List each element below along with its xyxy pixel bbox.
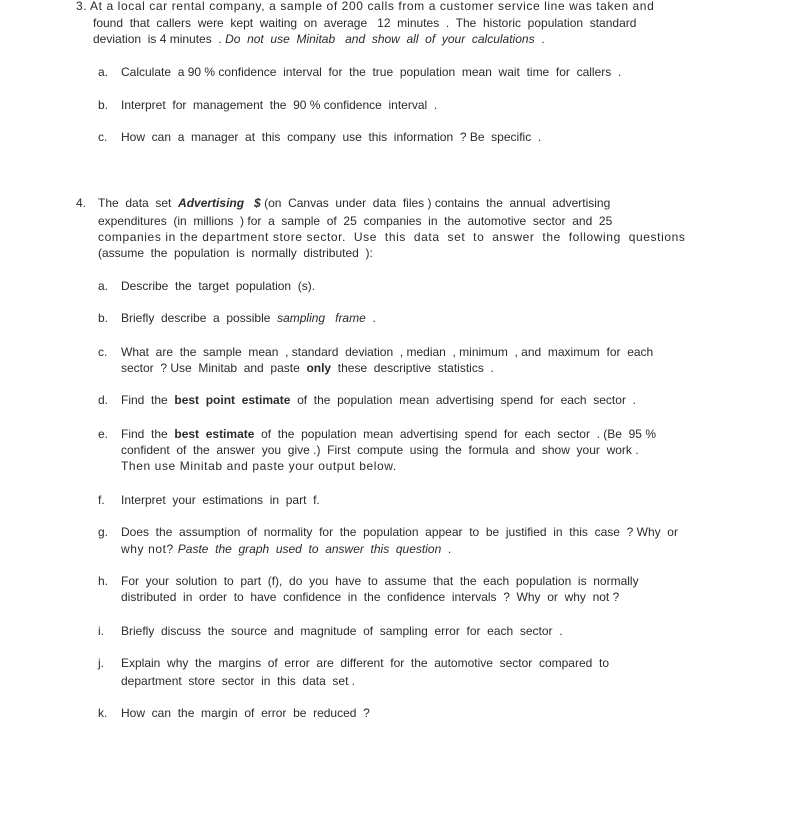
- q3c-text: How can a manager at this company use this information ? Be specific .: [121, 130, 542, 144]
- q4c-line2-start: sector ? Use Minitab and paste: [121, 361, 307, 375]
- q4f-text: Interpret your estimations in part f.: [121, 493, 320, 507]
- q4b-start: Briefly describe a possible: [121, 311, 278, 325]
- q4h-text-line1: For your solution to part (f), do you have to assume that the each population is normally: [121, 574, 639, 588]
- q4g-why-not: why not?: [121, 542, 178, 556]
- q4-intro-line4: (assume the population is normally distributed ):: [98, 246, 373, 260]
- q4c-label: c.: [98, 345, 108, 359]
- q3-text-line2: found that callers were kept waiting on average 12 minutes . The historic population standard: [93, 16, 637, 30]
- q4d-text: [121, 392, 636, 408]
- q4-intro-line2: expenditures (in millions ) for a sample of 25 companies in the automotive sector and 25: [98, 214, 613, 228]
- q4d-label: d.: [98, 393, 109, 407]
- q4c-text-line1: What are the sample mean , standard deviation , median , minimum , and maximum for each: [121, 345, 654, 359]
- q3a-text: Calculate a 90 % confidence interval for the true population mean wait time for callers .: [121, 65, 622, 79]
- q4c-text-line2: [121, 360, 494, 376]
- q4b-sampling-frame: sampling frame: [277, 311, 366, 325]
- q4h-text-line2: distributed in order to have confidence in the confidence intervals ? Why or why not ?: [121, 590, 620, 604]
- q4-intro-line1: [98, 195, 610, 211]
- q3-line3-start: deviation is 4 minutes .: [93, 32, 226, 46]
- q4h-label: h.: [98, 574, 109, 588]
- q4b-end: .: [365, 311, 376, 325]
- q4g-text-line1: Does the assumption of normality for the population appear to be justified in this case ? Why or: [121, 525, 678, 539]
- q4d-best-point-estimate: best point estimate: [174, 393, 291, 407]
- q4g-text-line2: [121, 541, 451, 557]
- q4k-label: k.: [98, 706, 108, 720]
- q4e-text-line1: [121, 426, 656, 442]
- q4j-text-line1: Explain why the margins of error are different for the automotive sector compared to: [121, 656, 610, 670]
- q3c-label: c.: [98, 130, 108, 144]
- q4d-end: of the population mean advertising spend for each sector .: [290, 393, 636, 407]
- q4d-start: Find the: [121, 393, 175, 407]
- q4e-label: e.: [98, 427, 109, 441]
- q4g-instruction-italic: Paste the graph used to answer this question: [177, 542, 442, 556]
- q4a-label: a.: [98, 279, 109, 293]
- q4c-line2-end: these descriptive statistics .: [331, 361, 494, 375]
- q4e-line1-end: of the population mean advertising spend for each sector . (Be 95 %: [254, 427, 656, 441]
- q4-dataset-name: Advertising $: [178, 196, 261, 210]
- q3-instruction-italic: Do not use Minitab and show all of your calculations: [225, 32, 535, 46]
- q4j-text-line2: department store sector in this data set .: [121, 674, 356, 688]
- q4-intro-line3: companies in the department store sector. Use this data set to answer the following questions: [98, 230, 686, 244]
- q4-intro-start: The data set: [98, 196, 179, 210]
- q4j-label: j.: [98, 656, 104, 670]
- q4b-text: [121, 310, 376, 326]
- q3-line3-end: .: [534, 32, 545, 46]
- q4e-best-estimate: best estimate: [174, 427, 255, 441]
- q4g-label: g.: [98, 525, 109, 539]
- q4b-label: b.: [98, 311, 109, 325]
- q4c-only: only: [306, 361, 332, 375]
- q4-intro-rest: (on Canvas under data files ) contains the annual advertising: [260, 196, 611, 210]
- q4-number: 4.: [76, 196, 87, 210]
- q3-number: 3.: [76, 0, 88, 13]
- q4a-text: Describe the target population (s).: [121, 279, 316, 293]
- q4g-line2-end: .: [441, 542, 452, 556]
- q4i-label: i.: [98, 624, 104, 638]
- q4k-text: How can the margin of error be reduced ?: [121, 706, 370, 720]
- q4e-text-line3: Then use Minitab and paste your output below.: [121, 459, 397, 473]
- q3b-text: Interpret for management the 90 % confidence interval .: [121, 98, 438, 112]
- q3a-label: a.: [98, 65, 109, 79]
- q3-text-line1: At a local car rental company, a sample of 200 calls from a customer service line was taken and: [90, 0, 655, 13]
- q4f-label: f.: [98, 493, 105, 507]
- q4e-text-line2: confident of the answer you give .) First compute using the formula and show your work .: [121, 443, 639, 457]
- q3-text-line3: [93, 31, 545, 47]
- q4i-text: Briefly discuss the source and magnitude of sampling error for each sector .: [121, 624, 563, 638]
- q4e-line1-start: Find the: [121, 427, 175, 441]
- q3b-label: b.: [98, 98, 109, 112]
